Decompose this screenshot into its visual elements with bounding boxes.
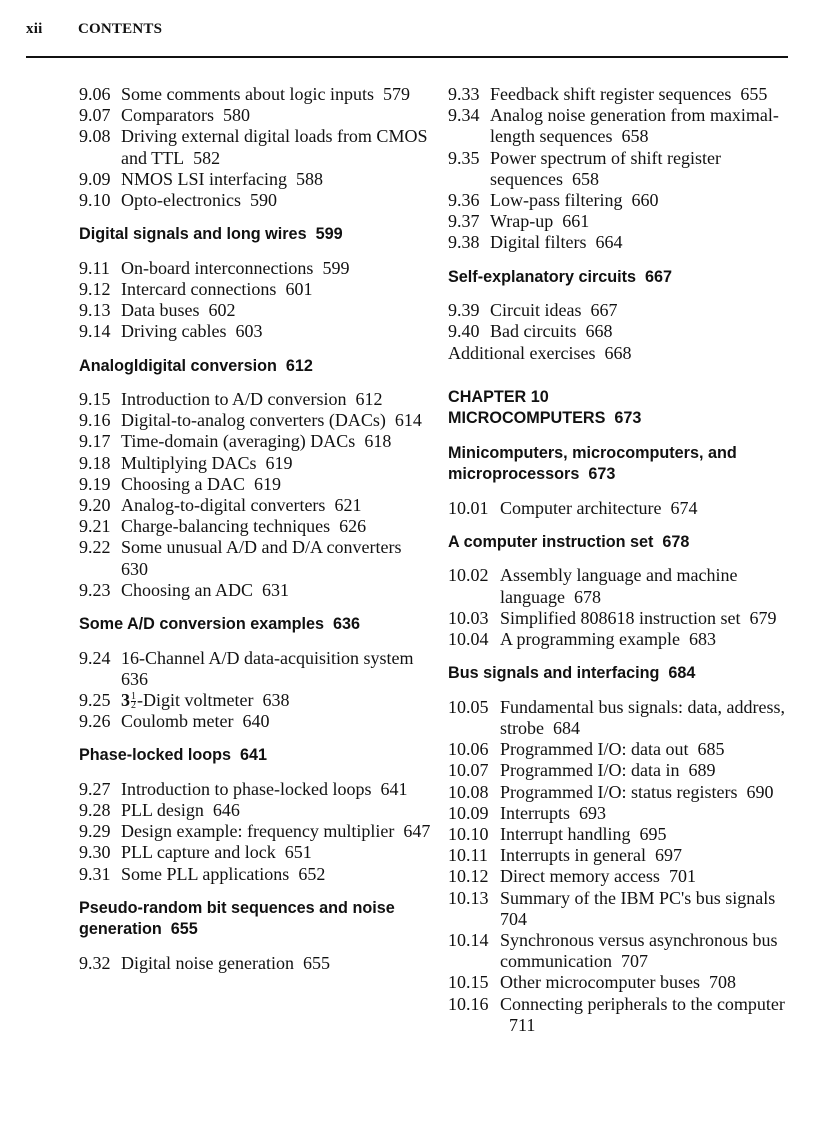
entry-page: 601 xyxy=(285,278,313,299)
entry-number: 9.27 xyxy=(79,778,111,799)
toc-entry xyxy=(448,824,788,845)
toc-entry xyxy=(79,474,431,495)
toc-entry xyxy=(79,953,431,974)
running-title: CONTENTS xyxy=(78,21,163,37)
entry-page: 701 xyxy=(668,866,696,887)
entry-number: 9.33 xyxy=(448,84,480,104)
entry-number: 10.02 xyxy=(448,565,489,586)
entry-number: 9.30 xyxy=(79,842,111,863)
entry-title: Assembly language and machine language xyxy=(500,565,738,607)
entry-page: 695 xyxy=(639,823,667,844)
entry-number: 10.15 xyxy=(448,972,489,993)
entry-title: Introduction to phase-locked loops xyxy=(121,778,372,799)
entry-page: 708 xyxy=(708,972,736,993)
toc-entry xyxy=(79,453,431,474)
entry-page: 658 xyxy=(571,168,599,189)
toc-entry xyxy=(448,190,788,211)
entry-title: Analog noise generation from maximal-length sequences xyxy=(490,105,779,147)
entry-page: 660 xyxy=(631,190,659,211)
toc-entry xyxy=(448,211,788,232)
toc-entry xyxy=(448,629,788,650)
entry-title: Circuit ideas xyxy=(490,300,582,321)
entry-title: Some PLL applications xyxy=(121,863,290,884)
section-heading xyxy=(448,443,788,486)
entry-page: 619 xyxy=(265,452,293,473)
entry-number: 9.07 xyxy=(79,105,111,126)
toc-entry xyxy=(448,803,788,824)
toc-left-column xyxy=(79,84,431,974)
entry-digit-prefix: 3 xyxy=(121,689,130,710)
section-title: Some A/D conversion examples xyxy=(79,615,325,634)
entry-page: 685 xyxy=(697,739,725,760)
entry-number: 9.25 xyxy=(79,689,111,710)
section-heading xyxy=(79,898,431,941)
toc-right-column xyxy=(448,84,788,1036)
toc-entry xyxy=(79,169,431,190)
toc-entry xyxy=(79,580,431,601)
toc-entry xyxy=(79,105,431,126)
fraction-numerator: 1 xyxy=(131,691,136,703)
toc-entry xyxy=(79,126,431,168)
entry-number: 9.20 xyxy=(79,495,111,516)
chapter-title: MICROCOMPUTERS xyxy=(448,409,606,428)
toc-entry xyxy=(79,495,431,516)
entry-page: 646 xyxy=(212,800,240,821)
entry-page: 668 xyxy=(604,342,632,363)
chapter-label: CHAPTER 10 xyxy=(448,387,549,406)
section-page: 655 xyxy=(170,920,198,939)
entry-page: 651 xyxy=(284,842,312,863)
entry-title: Introduction to A/D conversion xyxy=(121,389,347,410)
entry-title: On-board interconnections xyxy=(121,257,314,278)
entry-page: 636 xyxy=(121,668,148,689)
entry-title: Connecting peripherals to the computer xyxy=(500,993,785,1014)
entry-number: 9.17 xyxy=(79,431,111,452)
toc-entry xyxy=(79,711,431,732)
entry-page: 690 xyxy=(746,781,774,802)
section-title: A computer instruction set xyxy=(448,532,654,551)
entry-page: 612 xyxy=(355,389,383,410)
entry-title: Fundamental bus signals: data, address, strobe xyxy=(500,696,785,738)
entry-page: 678 xyxy=(573,586,601,607)
entry-page: 693 xyxy=(578,802,606,823)
entry-title: Computer architecture xyxy=(500,497,662,518)
section-page: 678 xyxy=(662,532,690,551)
entry-page: 664 xyxy=(595,232,623,253)
entry-page: 704 xyxy=(500,908,527,929)
entry-number: 10.16 xyxy=(448,993,489,1014)
entry-title: 16-Channel A/D data-acquisition system xyxy=(121,647,414,668)
entry-page: 590 xyxy=(249,190,277,211)
toc-entry xyxy=(448,498,788,519)
entry-number: 9.23 xyxy=(79,579,111,600)
entry-page: 631 xyxy=(262,579,290,600)
entry-title: Direct memory access xyxy=(500,866,660,887)
section-heading xyxy=(79,356,431,378)
entry-number: 10.08 xyxy=(448,781,489,802)
entry-title: Coulomb meter xyxy=(121,711,234,732)
entry-number: 9.29 xyxy=(79,821,111,842)
entry-page: 614 xyxy=(394,410,422,431)
entry-title: Interrupts in general xyxy=(500,845,646,866)
entry-number: 9.09 xyxy=(79,168,111,189)
section-heading xyxy=(79,614,431,636)
entry-number: 9.16 xyxy=(79,410,111,431)
section-page: 636 xyxy=(333,615,361,634)
entry-number: 9.40 xyxy=(448,321,480,342)
entry-title: NMOS LSI interfacing xyxy=(121,168,287,189)
entry-page: 655 xyxy=(740,84,768,104)
entry-title: Driving cables xyxy=(121,321,227,342)
entry-title: Some unusual A/D and D/A converters xyxy=(121,537,402,558)
entry-number: 9.12 xyxy=(79,278,111,299)
entry-number: 10.11 xyxy=(448,845,488,866)
section-title: Pseudo-random bit sequences and noise generation xyxy=(79,898,395,939)
toc-entry xyxy=(79,84,431,105)
page-number: xii xyxy=(26,21,43,37)
entry-number: 9.11 xyxy=(79,257,110,278)
toc-entry xyxy=(79,864,431,885)
entry-number: 9.14 xyxy=(79,321,111,342)
entry-number: 9.37 xyxy=(448,211,480,232)
toc-entry xyxy=(79,389,431,410)
chapter-title-line xyxy=(448,408,788,430)
toc-entry xyxy=(448,930,788,972)
entry-number: 9.21 xyxy=(79,516,111,537)
section-heading xyxy=(448,663,788,685)
section-title: Bus signals and interfacing xyxy=(448,664,660,683)
entry-title: Interrupt handling xyxy=(500,823,631,844)
entry-number: 10.07 xyxy=(448,760,489,781)
entry-number: 10.09 xyxy=(448,802,489,823)
toc-entry xyxy=(79,300,431,321)
entry-title: Summary of the IBM PC's bus signals xyxy=(500,887,776,908)
section-heading xyxy=(448,532,788,554)
section-title: Analogldigital conversion xyxy=(79,356,277,375)
toc-entry xyxy=(448,105,788,147)
entry-number: 10.14 xyxy=(448,929,489,950)
chapter-page: 673 xyxy=(614,409,642,428)
entry-number: 9.38 xyxy=(448,232,480,253)
entry-number: 10.04 xyxy=(448,629,489,650)
entry-number: 9.24 xyxy=(79,647,111,668)
entry-title: Time-domain (averaging) DACs xyxy=(121,431,356,452)
entry-page: 602 xyxy=(208,300,236,321)
header-rule xyxy=(26,56,788,58)
entry-number: 10.13 xyxy=(448,887,489,908)
entry-title: Choosing an ADC xyxy=(121,579,254,600)
entry-number: 9.08 xyxy=(79,126,111,147)
entry-title: Simplified 808618 instruction set xyxy=(500,607,741,628)
entry-title: Digital filters xyxy=(490,232,587,253)
toc-entry xyxy=(79,321,431,342)
toc-entry xyxy=(448,782,788,803)
entry-number: 9.22 xyxy=(79,537,111,558)
entry-title: Digital noise generation xyxy=(121,952,294,973)
entry-title: Synchronous versus asynchronous bus communication xyxy=(500,929,778,972)
entry-title: Low-pass filtering xyxy=(490,190,623,211)
entry-number: 10.03 xyxy=(448,607,489,628)
chapter-heading xyxy=(448,387,788,430)
section-heading xyxy=(79,224,431,246)
entry-number: 9.31 xyxy=(79,863,111,884)
entry-title: PLL design xyxy=(121,800,204,821)
entry-number: 9.39 xyxy=(448,300,480,321)
entry-number: 10.12 xyxy=(448,866,489,887)
entry-page: 711 xyxy=(509,1014,536,1035)
section-title: Self-explanatory circuits xyxy=(448,267,637,286)
entry-title: Comparators xyxy=(121,105,214,126)
entry-title: Multiplying DACs xyxy=(121,452,257,473)
entry-number: 10.06 xyxy=(448,739,489,760)
entry-page: 707 xyxy=(620,951,648,972)
entry-page: 621 xyxy=(334,495,362,516)
entry-title: Intercard connections xyxy=(121,278,277,299)
entry-title: Feedback shift register sequences xyxy=(490,84,732,104)
entry-title: Interrupts xyxy=(500,802,570,823)
toc-entry xyxy=(79,842,431,863)
entry-title: Programmed I/O: data out xyxy=(500,739,689,760)
entry-title: Data buses xyxy=(121,300,200,321)
toc-entry xyxy=(448,608,788,629)
entry-title: Wrap-up xyxy=(490,211,554,232)
toc-entry xyxy=(448,888,788,930)
entry-page: 580 xyxy=(222,105,250,126)
toc-entry xyxy=(448,866,788,887)
fraction xyxy=(131,693,136,710)
entry-number: 10.01 xyxy=(448,497,489,518)
entry-page: 618 xyxy=(364,431,392,452)
toc-entry xyxy=(79,648,431,690)
entry-page: 599 xyxy=(322,257,350,278)
entry-page: 630 xyxy=(121,558,148,579)
section-heading xyxy=(79,745,431,767)
section-page: 641 xyxy=(240,746,268,765)
entry-number: 9.18 xyxy=(79,452,111,473)
toc-entry xyxy=(448,232,788,253)
entry-page: 647 xyxy=(403,821,431,842)
section-heading xyxy=(448,267,788,289)
toc-entry xyxy=(79,821,431,842)
entry-page: 655 xyxy=(302,952,330,973)
section-title: Minicomputers, microcomputers, and microprocessors xyxy=(448,443,737,484)
entry-page: 667 xyxy=(590,300,618,321)
entry-page: 684 xyxy=(553,717,580,738)
toc-entry xyxy=(448,994,788,1036)
entry-title: Design example: frequency multiplier xyxy=(121,821,395,842)
entry-number: 10.05 xyxy=(448,696,489,717)
entry-page: 640 xyxy=(242,711,270,732)
entry-page: 619 xyxy=(254,473,282,494)
entry-page: 638 xyxy=(262,689,290,710)
toc-entry xyxy=(79,690,431,711)
page-header xyxy=(26,21,162,38)
entry-title: A programming example xyxy=(500,629,680,650)
entry-page: 603 xyxy=(235,321,263,342)
entry-page: 683 xyxy=(688,629,716,650)
entry-title: Some comments about logic inputs xyxy=(121,84,374,104)
toc-entry xyxy=(79,537,431,579)
entry-page: 582 xyxy=(193,147,221,168)
entry-title: Opto-electronics xyxy=(121,190,241,211)
toc-entry xyxy=(448,739,788,760)
section-page: 612 xyxy=(285,356,313,375)
entry-page: 626 xyxy=(339,516,367,537)
section-title: Digital signals and long wires xyxy=(79,225,307,244)
entry-number: 9.06 xyxy=(79,84,111,104)
entry-title: Choosing a DAC xyxy=(121,473,246,494)
entry-number: 9.15 xyxy=(79,389,111,410)
toc-entry xyxy=(79,258,431,279)
section-page: 599 xyxy=(315,225,343,244)
toc-entry xyxy=(79,800,431,821)
toc-entry xyxy=(448,697,788,739)
entry-title: PLL capture and lock xyxy=(121,842,276,863)
entry-number: 9.32 xyxy=(79,952,111,973)
section-page: 673 xyxy=(588,465,616,484)
toc-entry xyxy=(79,779,431,800)
entry-number: 9.28 xyxy=(79,800,111,821)
entry-title: Programmed I/O: data in xyxy=(500,760,680,781)
entry-page: 658 xyxy=(621,126,649,147)
entry-page: 679 xyxy=(749,607,777,628)
section-page: 684 xyxy=(668,664,696,683)
toc-entry xyxy=(448,84,788,105)
entry-page: 641 xyxy=(380,778,408,799)
entry-page: 674 xyxy=(670,497,698,518)
entry-page: 661 xyxy=(562,211,590,232)
entry-title: Charge-balancing techniques xyxy=(121,516,331,537)
toc-entry xyxy=(79,190,431,211)
entry-title: Additional exercises xyxy=(448,342,596,363)
section-page: 667 xyxy=(645,267,673,286)
entry-page: 579 xyxy=(382,84,410,104)
toc-entry xyxy=(448,300,788,321)
toc-entry xyxy=(448,565,788,607)
entry-title: Power spectrum of shift register sequences xyxy=(490,147,721,189)
fraction-denominator: 2 xyxy=(131,700,136,712)
section-title: Phase-locked loops xyxy=(79,746,232,765)
entry-title: Other microcomputer buses xyxy=(500,972,700,993)
toc-entry xyxy=(448,972,788,993)
entry-title: Digital-to-analog converters (DACs) xyxy=(121,410,386,431)
toc-entry xyxy=(79,279,431,300)
entry-title: Driving external digital loads from CMOS and TTL xyxy=(121,126,428,168)
entry-page: 689 xyxy=(688,760,716,781)
entry-page: 588 xyxy=(295,168,323,189)
entry-number: 10.10 xyxy=(448,823,489,844)
toc-entry xyxy=(79,516,431,537)
entry-title: -Digit voltmeter xyxy=(137,689,254,710)
entry-page: 668 xyxy=(585,321,613,342)
toc-entry xyxy=(448,845,788,866)
entry-page: 652 xyxy=(298,863,326,884)
entry-number: 9.26 xyxy=(79,711,111,732)
toc-entry xyxy=(79,410,431,431)
entry-number: 9.10 xyxy=(79,190,111,211)
entry-number: 9.34 xyxy=(448,105,480,126)
entry-number: 9.13 xyxy=(79,300,111,321)
entry-number: 9.36 xyxy=(448,190,480,211)
toc-entry xyxy=(448,321,788,342)
toc-entry xyxy=(448,760,788,781)
entry-title: Analog-to-digital converters xyxy=(121,495,326,516)
entry-number: 9.35 xyxy=(448,147,480,168)
toc-plain-entry xyxy=(448,343,788,364)
entry-page: 697 xyxy=(654,845,682,866)
entry-title: Programmed I/O: status registers xyxy=(500,781,738,802)
entry-title: Bad circuits xyxy=(490,321,577,342)
toc-entry xyxy=(448,148,788,190)
entry-number: 9.19 xyxy=(79,473,111,494)
toc-entry xyxy=(79,431,431,452)
